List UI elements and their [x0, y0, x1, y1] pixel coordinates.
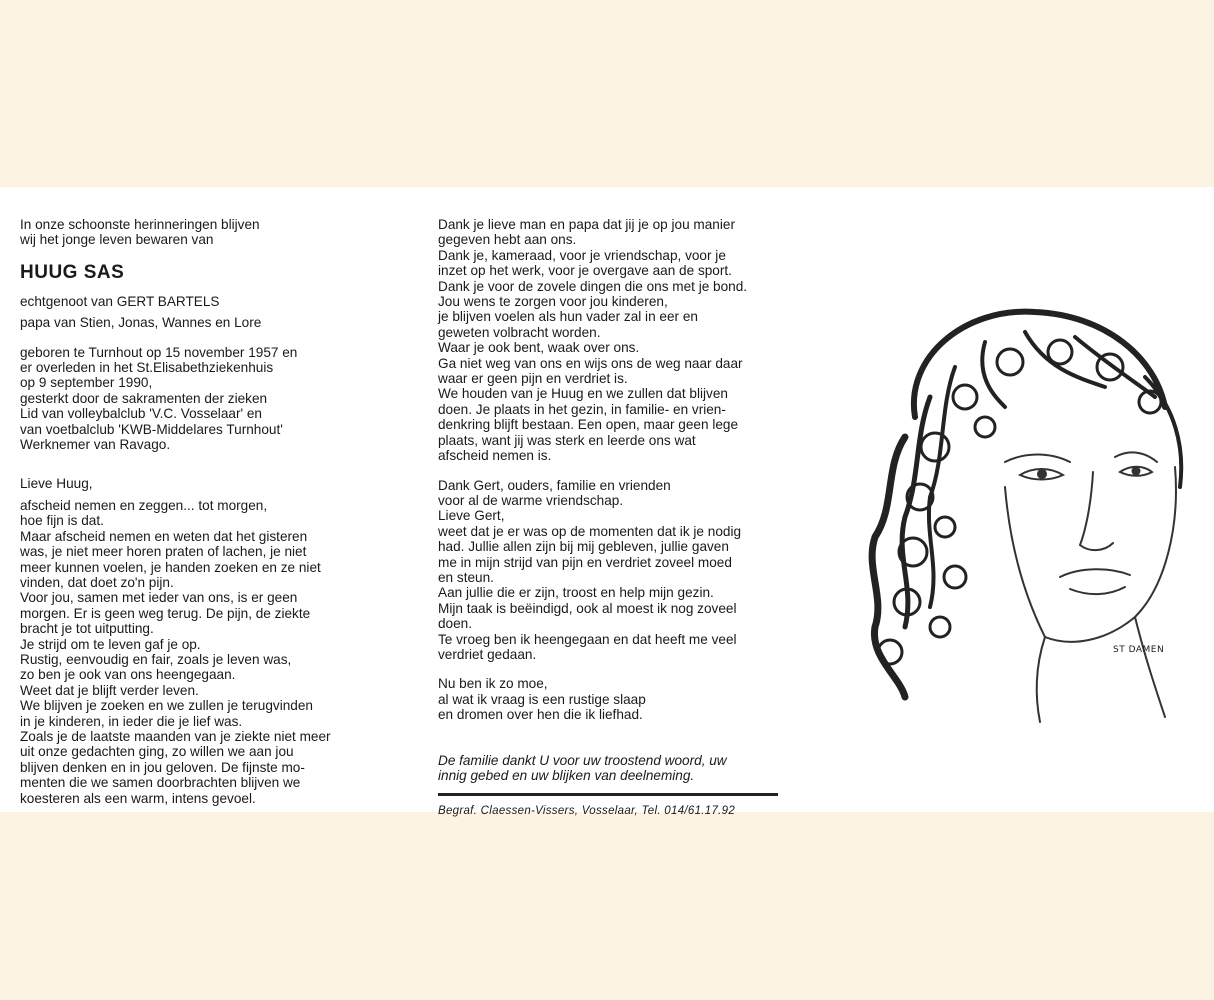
text-line: Lieve Gert,: [438, 508, 505, 524]
letter-line: morgen. Er is geen weg terug. De pijn, de ziekte: [20, 605, 311, 621]
text-line: voor al de warme vriendschap.: [438, 492, 624, 508]
text-line: afscheid nemen is.: [438, 448, 552, 464]
letter-line: Weet dat je blijft verder leven.: [20, 682, 199, 698]
undertaker-line: Begraf. Claessen-Vissers, Vosselaar, Tel. 014/61.17.92: [438, 805, 736, 818]
intro-line: In onze schoonste herinneringen blijven: [20, 217, 260, 232]
text-line: Dank je voor de zovele dingen die ons met je bond.: [438, 278, 748, 294]
letter-line: Maar afscheid nemen en weten dat het gisteren: [20, 528, 308, 544]
letter-line: Voor jou, samen met ieder van ons, is er geen: [20, 590, 298, 606]
letter-line: menten die we samen doorbrachten blijven we: [20, 775, 301, 791]
text-line: Waar je ook bent, waak over ons.: [438, 340, 640, 356]
portrait-drawing: [845, 267, 1205, 727]
text-line: doen.: [438, 616, 473, 632]
text-line: Dank je, kameraad, voor je vriendschap, voor je: [438, 247, 726, 263]
text-line: je blijven voelen als hun vader zal in eer en: [438, 309, 698, 325]
divider: [438, 793, 778, 796]
letter-line: Rustig, eenvoudig en fair, zoals je leven was,: [20, 651, 292, 667]
letter-line: Zoals je de laatste maanden van je ziekte niet meer: [20, 728, 331, 744]
spouse-line: echtgenoot van GERT BARTELS: [20, 293, 220, 309]
letter-line: hoe fijn is dat.: [20, 513, 104, 529]
letter-line: zo ben je ook van ons heengegaan.: [20, 667, 236, 683]
detail-line: er overleden in het St.Elisabethziekenhuis: [20, 360, 274, 376]
text-line: We houden van je Huug en we zullen dat blijven: [438, 386, 728, 402]
family-thanks: De familie dankt U voor uw troostend woord, uw: [438, 752, 727, 768]
letter-line: meer kunnen voelen, je handen zoeken en ze niet: [20, 559, 321, 575]
text-line: Dank je lieve man en papa dat jij je op jou manier: [438, 217, 735, 232]
memorial-card: [0, 187, 1214, 818]
text-line: doen. Je plaats in het gezin, in familie- en vrien-: [438, 401, 726, 417]
text-line: Ga niet weg van ons en wijs ons de weg naar daar: [438, 355, 743, 371]
text-line: Aan jullie die er zijn, troost en help mijn gezin.: [438, 585, 714, 601]
text-line: weet dat je er was op de momenten dat ik je nodig: [438, 523, 742, 539]
detail-line: op 9 september 1990,: [20, 375, 153, 391]
letter-line: uit onze gedachten ging, zo willen we aan jou: [20, 744, 294, 760]
family-thanks: innig gebed en uw blijken van deelneming.: [438, 768, 695, 783]
text-line: gegeven hebt aan ons.: [438, 232, 577, 248]
face-lines: [1005, 452, 1176, 722]
detail-line: Lid van volleybalclub 'V.C. Vosselaar' en: [20, 406, 262, 422]
text-line: inzet op het werk, voor je overgave aan de sport.: [438, 263, 732, 279]
detail-line: Werknemer van Ravago.: [20, 437, 171, 453]
text-line: waar er geen pijn en verdriet is.: [438, 371, 628, 387]
letter-line: koesteren als een warm, intens gevoel.: [20, 790, 256, 806]
text-line: plaats, want jij was sterk en leerde ons wat: [438, 432, 696, 448]
letter-line: was, je niet meer horen praten of lachen, je niet: [20, 544, 307, 560]
text-line: Jou wens te zorgen voor jou kinderen,: [438, 294, 668, 310]
detail-line: gesterkt door de sakramenten der zieken: [20, 390, 268, 406]
text-line: denkring blijft bestaan. Een open, maar geen lege: [438, 417, 739, 433]
left-column: [20, 217, 365, 806]
text-line: en dromen over hen die ik liefhad.: [438, 707, 643, 723]
letter-line: Je strijd om te leven gaf je op.: [20, 636, 201, 652]
detail-line: van voetbalclub 'KWB-Middelares Turnhout': [20, 421, 283, 437]
letter-line: We blijven je zoeken en we zullen je terugvinden: [20, 698, 313, 714]
letter-line: afscheid nemen en zeggen... tot morgen,: [20, 497, 268, 513]
hair-strokes: [872, 312, 1181, 697]
letter-salutation: Lieve Huug,: [20, 476, 93, 492]
text-line: verdriet gedaan.: [438, 646, 537, 662]
text-line: en steun.: [438, 569, 494, 585]
letter-line: in je kinderen, in ieder die je lief was.: [20, 713, 243, 729]
letter-line: vinden, dat doet zo'n pijn.: [20, 574, 174, 590]
letter-line: blijven denken en in jou geloven. De fijnste mo-: [20, 759, 305, 775]
letter-line: bracht je tot uitputting.: [20, 621, 154, 637]
text-line: Dank Gert, ouders, familie en vrienden: [438, 477, 671, 493]
text-line: Te vroeg ben ik heengegaan en dat heeft me veel: [438, 631, 737, 647]
children-line: papa van Stien, Jonas, Wannes en Lore: [20, 315, 262, 331]
text-line: Nu ben ik zo moe,: [438, 676, 548, 692]
text-line: Mijn taak is beëindigd, ook al moest ik nog zoveel: [438, 600, 737, 616]
detail-line: geboren te Turnhout op 15 november 1957 en: [20, 344, 298, 360]
deceased-name: HUUG SAS: [20, 261, 125, 283]
text-line: me in mijn strijd van pijn en verdriet zoveel moed: [438, 554, 732, 570]
text-line: geweten volbracht worden.: [438, 324, 601, 340]
middle-column: [438, 217, 783, 820]
text-line: al wat ik vraag is een rustige slaap: [438, 691, 646, 707]
intro-line: wij het jonge leven bewaren van: [20, 232, 214, 248]
artist-signature: ST DAMEN: [1113, 645, 1165, 655]
text-line: had. Jullie allen zijn bij mij gebleven, jullie gaven: [438, 539, 729, 555]
